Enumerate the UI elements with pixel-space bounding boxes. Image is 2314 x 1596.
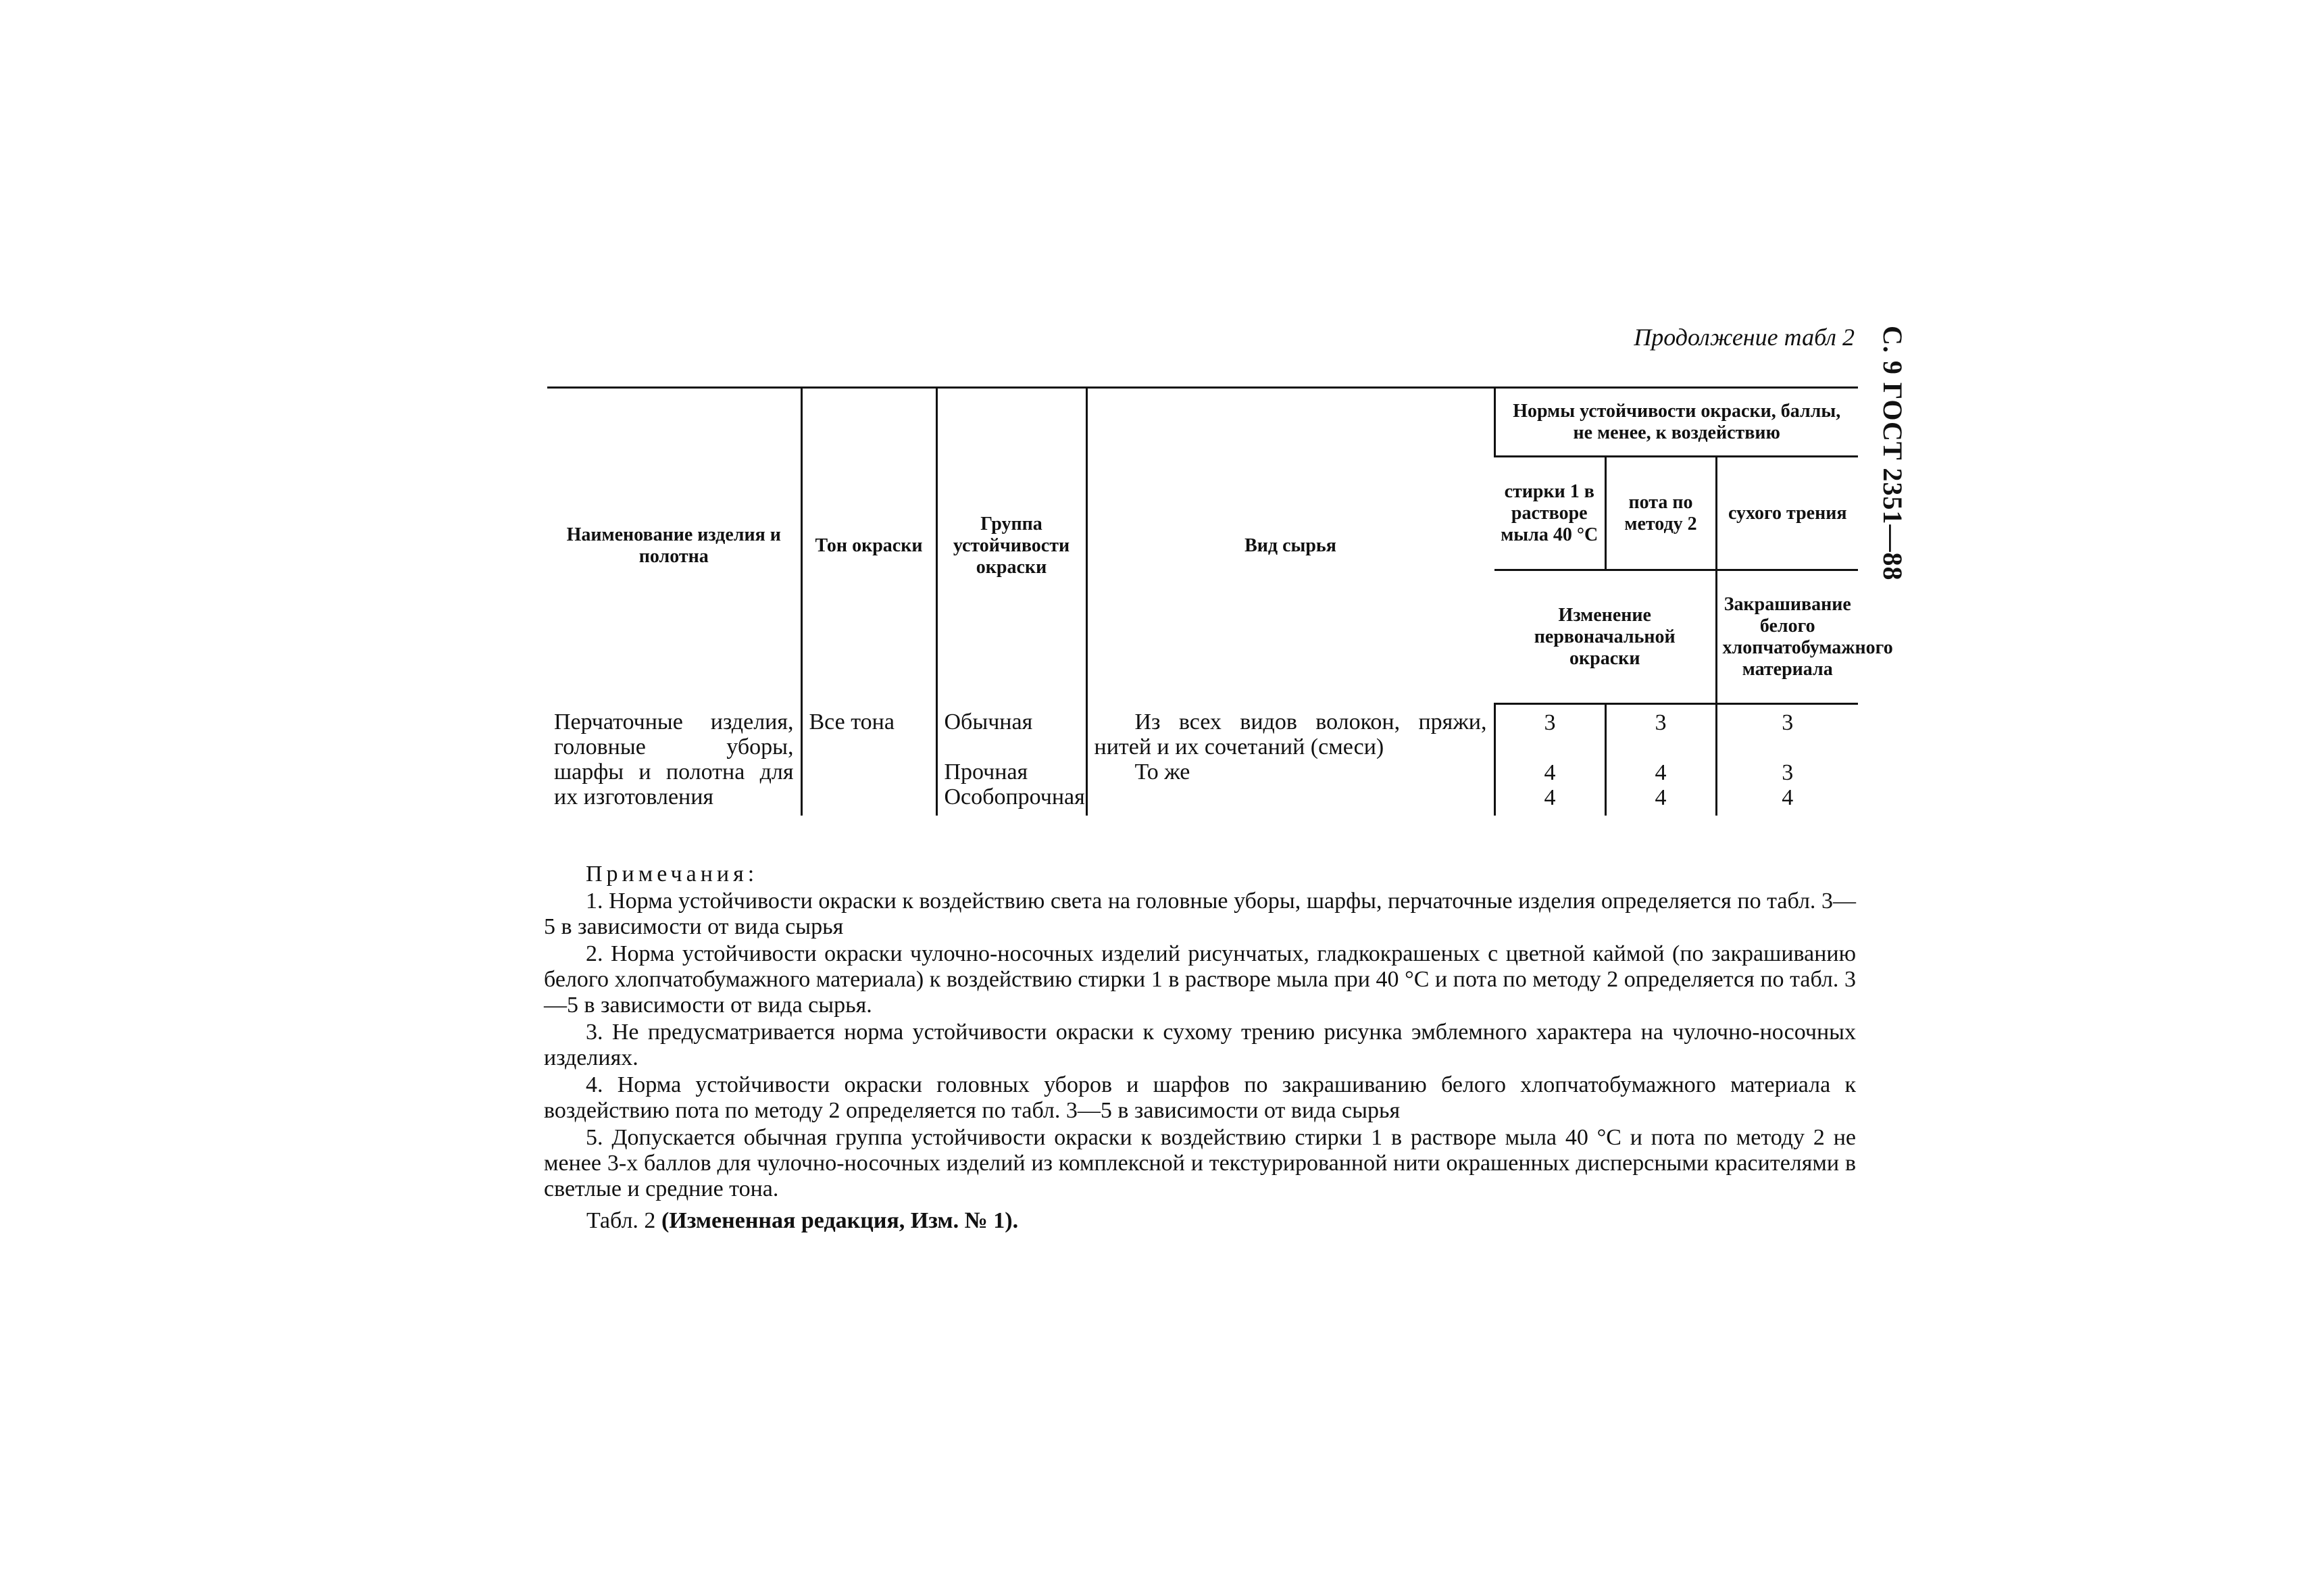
header-norms: Нормы устойчивости окраски, баллы, не менее, к воздействию [1494,388,1858,457]
note-item: 2. Норма устойчивости окраски чулочно-носочных изделий рисунчатых, гладкокрашеных с цветной каймой (по закрашиванию белого хлопчатобумажного материала) к воздействию стирки 1 в растворе мыла при 40 °С и пота по методу 2 определяется по табл. 3—5 в зависимости от вида сырья. [544,941,1856,1018]
sweat-ordinary: 3 [1655,710,1667,735]
header-item-name: Наименование изделия и полотна [547,388,801,704]
notes-title: Примечания: [586,862,759,887]
dry-ordinary: 3 [1782,710,1794,735]
cell-item-name: Перчаточные изделия, головные уборы, шарфы и полотна для их изготовления [554,709,794,809]
cell-sweat [1605,704,1716,816]
footer-prefix: Табл. 2 [586,1208,656,1233]
wash-strong: 4 [1544,760,1556,785]
table-footer-note [586,1208,1018,1234]
wash-extra: 4 [1544,785,1556,810]
norms-table [547,386,1893,816]
header-change: Изменение первоначальной окраски [1494,570,1716,704]
table-continuation-label: Продолжение табл 2 [1634,324,1855,351]
dry-extra: 4 [1782,785,1794,810]
wash-ordinary: 3 [1544,710,1556,735]
cell-groups [936,704,1086,816]
sweat-strong: 4 [1655,760,1667,785]
cell-wash [1494,704,1605,816]
note-item: 3. Не предусматривается норма устойчивости окраски к сухому трению рисунка эмблемного характера на чулочно-носочных изделиях. [544,1020,1856,1070]
header-group: Группа устойчивости окраски [936,388,1086,704]
sweat-extra: 4 [1655,785,1667,810]
cell-dry [1716,704,1858,816]
note-item: 4. Норма устойчивости окраски головных уборов и шарфов по закрашиванию белого хлопчатобумажного материала к воздействию пота по методу 2 определяется по табл. 3—5 в зависимости от вида сырья [544,1072,1856,1123]
header-tone: Тон окраски [801,388,936,704]
header-dry: сухого трения [1716,457,1858,570]
footer-amendment: (Измененная редакция, Изм. № 1). [661,1208,1019,1233]
table-row [547,704,1858,816]
material-same: То же [1134,759,1190,784]
header-staining: Закрашивание белого хлопчатобумажного материала [1716,570,1858,704]
note-item: 1. Норма устойчивости окраски к воздействию света на головные уборы, шарфы, перчаточные изделия определяется по табл. 3—5 в зависимости от вида сырья [544,889,1856,939]
group-ordinary: Обычная [944,709,1033,734]
cell-materials [1086,704,1494,816]
group-strong: Прочная [944,759,1028,784]
dry-strong: 3 [1782,760,1794,785]
material-all: Из всех видов волокон, пряжи, нитей и их сочетаний (смеси) [1094,709,1487,759]
group-extra-strong: Особопрочная [944,784,1085,809]
cell-tone: Все тона [801,704,936,816]
header-sweat: пота по методу 2 [1605,457,1716,570]
note-item: 5. Допускается обычная группа устойчивости окраски к воздействию стирки 1 в растворе мыла 40 °С и пота по методу 2 не менее 3-х баллов для чулочно-носочных изделий из комплексной и текстурированной нити окрашенных дисперсными красителями в светлые и средние тона. [544,1125,1856,1201]
notes-section [544,862,1856,1203]
page-side-label: С. 9 ГОСТ 2351—88 [1878,326,1908,581]
header-material: Вид сырья [1086,388,1494,704]
header-wash: стирки 1 в растворе мыла 40 °С [1494,457,1605,570]
